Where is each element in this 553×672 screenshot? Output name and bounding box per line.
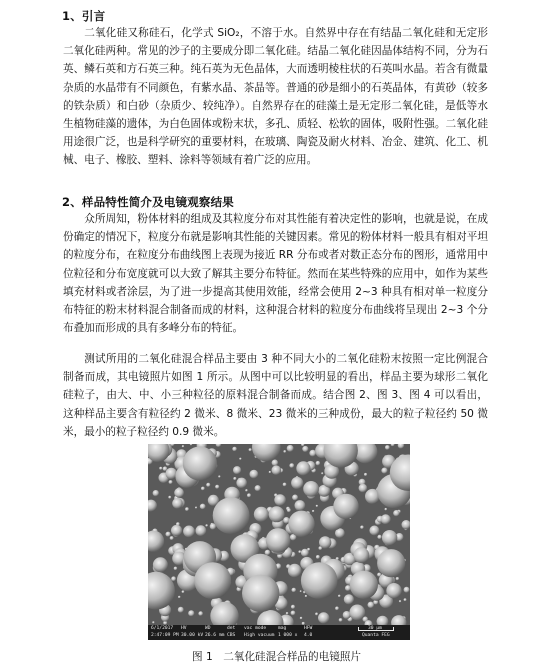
silica-particle — [171, 576, 176, 581]
silica-particle — [295, 500, 306, 511]
silica-particle — [305, 595, 307, 597]
silica-particle — [168, 496, 171, 499]
silica-particle — [232, 447, 237, 452]
silica-particle — [385, 445, 390, 450]
sem-det-label: det — [227, 626, 236, 631]
sem-hfw-label: HFW — [304, 626, 313, 631]
figure-caption: 图 1 二氧化硅混合样品的电镜照片 — [191, 651, 361, 663]
sem-mag-label: mag — [278, 626, 287, 631]
sem-vac: High vacuum — [244, 633, 275, 638]
silica-particle — [153, 557, 168, 572]
silica-particle — [312, 510, 314, 512]
silica-particle — [218, 475, 220, 477]
silica-particle — [194, 562, 231, 599]
silica-particle — [289, 463, 294, 468]
silica-particle — [349, 605, 365, 621]
silica-particle — [318, 612, 329, 623]
silica-particle — [249, 448, 252, 451]
silica-particle — [233, 466, 241, 474]
silica-particle — [377, 535, 381, 539]
section2-heading: 2、样品特性简介及电镜观察结果 — [62, 195, 234, 209]
silica-particle — [182, 445, 184, 447]
sem-det: CBS — [227, 633, 236, 638]
silica-particle — [301, 549, 309, 557]
silica-particle — [254, 507, 269, 522]
sem-info-bar — [148, 625, 410, 640]
silica-particle — [319, 536, 331, 548]
silica-particle — [301, 562, 338, 599]
silica-particle — [286, 612, 289, 615]
silica-particle — [152, 621, 154, 623]
sem-brand: Quanta FEG — [362, 633, 390, 638]
silica-particle — [291, 611, 296, 616]
silica-particle — [316, 555, 320, 559]
silica-particle — [296, 461, 310, 475]
sem-scale-label: 30 μm — [368, 626, 382, 631]
sem-wd: 26.6 mm — [205, 633, 225, 638]
sem-date: 6/1/2017 — [151, 626, 174, 631]
silica-particle — [338, 595, 341, 598]
silica-particle — [215, 485, 219, 489]
silica-particle — [265, 550, 271, 556]
silica-particle — [269, 471, 271, 473]
silica-particle — [283, 450, 286, 453]
silica-particle — [206, 483, 210, 487]
silica-particle — [321, 472, 323, 474]
silica-particle — [178, 607, 184, 613]
silica-particle — [185, 507, 189, 511]
silica-particle — [183, 446, 217, 480]
silica-particle — [377, 549, 405, 577]
silica-particle — [159, 467, 162, 470]
section1-paragraph: 二氧化硅又称硅石，化学式 SiO₂，不溶于水。自然界中存在有结晶二氧化硅和无定形二氧化硅两种。常见的沙子的主要成分即二氧化硅。结晶二氧化硅因晶体结构不同，分为石英、鳞石英和方石英三种。纯石英为无色晶体，大而透明棱柱状的石英叫水晶。若含有微量杂质的水晶带有不同颜色，有紫水晶、茶晶等。普通的砂是细小的石英晶体，有黄砂（较多的铁杂质）和白砂（杂质少、较纯净）。自然界存在的硅藻土是无定形二氧化硅，是低等水生植物硅藻的遗体，为白色固体或粉末状，多孔、质轻、松软的固体，吸附性强。二氧化硅用途很广泛，也是科学研究的重要材料，在玻璃、陶瓷及耐火材料、冶金、建筑、化工、机械、电子、橡胶、塑料、涂料等领域有着广泛的应用。 — [63, 27, 488, 167]
silica-particle — [172, 498, 183, 509]
silica-particle — [182, 590, 185, 593]
silica-particle — [198, 611, 203, 616]
silica-particle — [360, 526, 364, 530]
silica-particle — [153, 490, 159, 496]
silica-particle — [298, 550, 301, 553]
silica-particle — [396, 577, 399, 580]
silica-particle — [174, 488, 184, 498]
silica-particle — [174, 567, 178, 571]
silica-particle — [239, 458, 241, 460]
silica-particle — [242, 575, 279, 612]
silica-particle — [170, 536, 174, 540]
silica-particle — [188, 610, 194, 616]
silica-particle — [385, 508, 388, 511]
silica-particle — [303, 481, 319, 497]
silica-particle — [359, 484, 368, 493]
silica-particle — [272, 465, 282, 475]
silica-particle — [266, 528, 291, 553]
silica-particle — [178, 596, 181, 599]
silica-particle — [386, 583, 401, 598]
silica-particle — [399, 600, 401, 602]
silica-particle — [287, 508, 291, 512]
silica-particle — [369, 526, 379, 536]
silica-particle — [350, 571, 378, 599]
silica-particle — [272, 460, 279, 467]
silica-particle — [292, 588, 297, 593]
silica-particle — [381, 468, 387, 474]
silica-particle — [201, 487, 205, 491]
sem-hv: 30.00 kV — [181, 633, 204, 638]
silica-particle — [292, 495, 298, 501]
silica-particle — [283, 483, 287, 487]
silica-particle — [287, 445, 294, 452]
silica-particle — [166, 532, 171, 537]
silica-particle — [381, 514, 391, 524]
sem-wd-label: WD — [205, 626, 211, 631]
silica-particle — [269, 506, 285, 522]
silica-particle — [171, 525, 182, 536]
silica-particle — [315, 613, 318, 616]
silica-particle — [236, 478, 247, 489]
section1-heading: 1、引言 — [62, 9, 106, 23]
silica-particle — [368, 602, 375, 609]
silica-particle — [233, 477, 236, 480]
silica-particle — [302, 446, 308, 452]
silica-particle — [288, 511, 314, 537]
silica-particle — [183, 526, 195, 538]
silica-particle — [288, 564, 302, 578]
sem-hfw: 4.0 — [304, 633, 313, 638]
section2-paragraph-1: 众所周知，粉体材料的组成及其粒度分布对其性能有着决定性的影响，也就是说，在成份确定的情况下，粒度分布就是影响其性能的关键因素。常见的粉体材料一般具有相对平坦的粒度分布，在粒度分布曲线图上表现为接近 RR 分布或者对数正态分布的图形，通常用中位粒径和分布宽度就可以大致了解其主要分布特征。然而在某些特殊的应用中，如作为某些填充材料或者涂层，为了进一步提高其使用效能，经常会使用 2~3 种具有相对单一粒度分布特征的粉末材料混合制备而成的材料，这种混合材料的粒度分布曲线将呈现出 2~3 个分布叠加而形成的具有多峰分布的特征。 — [63, 213, 488, 335]
silica-particle — [364, 473, 367, 476]
silica-particle — [382, 530, 397, 545]
silica-particle — [291, 605, 295, 609]
silica-particle — [344, 594, 354, 604]
silica-particle — [255, 485, 261, 491]
silica-particle — [166, 468, 178, 480]
silica-particle — [316, 461, 321, 466]
sem-vac-label: vac mode — [244, 626, 267, 631]
silica-particle — [300, 590, 302, 592]
sem-micrograph — [148, 444, 410, 640]
silica-particle — [316, 505, 318, 507]
silica-particle — [195, 507, 197, 509]
silica-particle — [333, 494, 358, 519]
silica-particle — [354, 547, 370, 563]
silica-particle — [300, 617, 303, 620]
silica-particle — [404, 587, 410, 593]
silica-particle — [245, 489, 248, 492]
silica-particle — [213, 497, 250, 534]
sem-hv-label: HV — [181, 626, 187, 631]
silica-particle — [200, 504, 206, 510]
silica-particle — [250, 470, 259, 479]
silica-particle — [404, 598, 407, 601]
sem-mag: 1 000 x — [278, 633, 298, 638]
sem-time: 2:47:09 PM — [151, 633, 179, 638]
silica-particle — [291, 477, 303, 489]
silica-particle — [169, 480, 173, 484]
silica-particle — [335, 607, 339, 611]
silica-particle — [393, 510, 399, 516]
silica-particle — [247, 493, 251, 497]
silica-particle — [274, 494, 286, 506]
silica-particles-image — [148, 444, 410, 625]
silica-particle — [196, 525, 207, 536]
silica-particle — [339, 618, 343, 622]
silica-particle — [205, 524, 208, 527]
section2-paragraph-2: 测试所用的二氧化硅混合样品主要由 3 种不同大小的二氧化硅粉末按照一定比例混合制备而成，其电镜照片如图 1 所示。从图中可以比较明显的看出，样品主要为球形二氧化硅粒子，由大、中、小三种粒径的原料混合制备而成。结合图 2、图 3、图 4 可以看出，这种样品主要含有粒径约 2 微米、8 微米、23 微米的三种成份，最大的粒子粒径约 50 微米，最小的粒子粒径约 0.9 微米。 — [63, 353, 488, 438]
